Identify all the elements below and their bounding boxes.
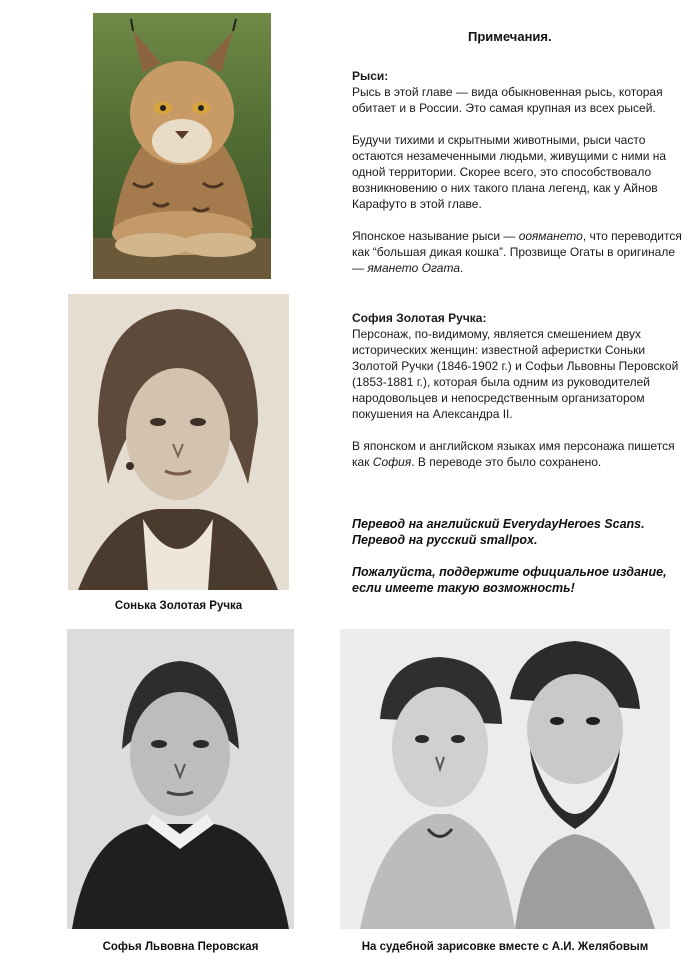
lynx-japanese-term: ооямането [518,229,583,243]
sofia-heading: София Золотая Ручка: [352,311,487,325]
lynx-notes [352,68,682,276]
sofia-paragraph-2: В японском и английском языках имя персонажа пишется как София. В переводе это было сохранено. [352,439,675,469]
caption-perovskaya: Софья Львовна Перовская [102,941,259,953]
lynx-photo [93,13,271,279]
lynx-heading: Рыси: [352,69,389,83]
translation-credits [352,516,682,596]
notes-title: Примечания. [468,29,552,44]
sonka-portrait [68,294,289,590]
sofia-notes [352,310,682,470]
sofia-paragraph-1: Персонаж, по-видимому, является смешением двух исторических женщин: известной аферистки Соньки Золотой Ручки (1846-1902 г.) и Софьи Львовны Перовской (1853-1881 г.), которая была одним из руководителей народовольцев и непосредственным организатором покушения на Александра II. [352,327,679,421]
support-line-1: Пожалуйста, поддержите официальное издание, [352,565,667,579]
ogata-nickname: ямането Огата [367,261,460,275]
perovskaya-portrait [67,629,294,929]
support-line-2: если имеете такую возможность! [352,581,575,595]
court-sketch [340,629,670,929]
credits-english: Перевод на английский EverydayHeroes Scans. [352,517,645,531]
sofia-name-term: София [372,455,412,469]
caption-sonka: Сонька Золотая Ручка [114,600,243,612]
lynx-paragraph-3: Японское называние рыси — ооямането, что переводится как “большая дикая кошка”. Прозвище Огаты в оригинале — ямането Огата. [352,229,682,275]
lynx-paragraph-1: Рысь в этой главе — вида обыкновенная рысь, которая обитает и в России. Это самая крупная из всех рысей. [352,85,663,115]
caption-court-sketch: На судебной зарисовке вместе с А.И. Желябовым [361,941,649,953]
lynx-paragraph-2: Будучи тихими и скрытными животными, рыси часто остаются незамеченными людьми, живущими с ними на одной территории. Скорее всего, это способствовало возникновению о них такого плана легенд, как у Айнов Карафуто в этой главе. [352,133,667,211]
credits-russian: Перевод на русский smallpox. [352,533,538,547]
